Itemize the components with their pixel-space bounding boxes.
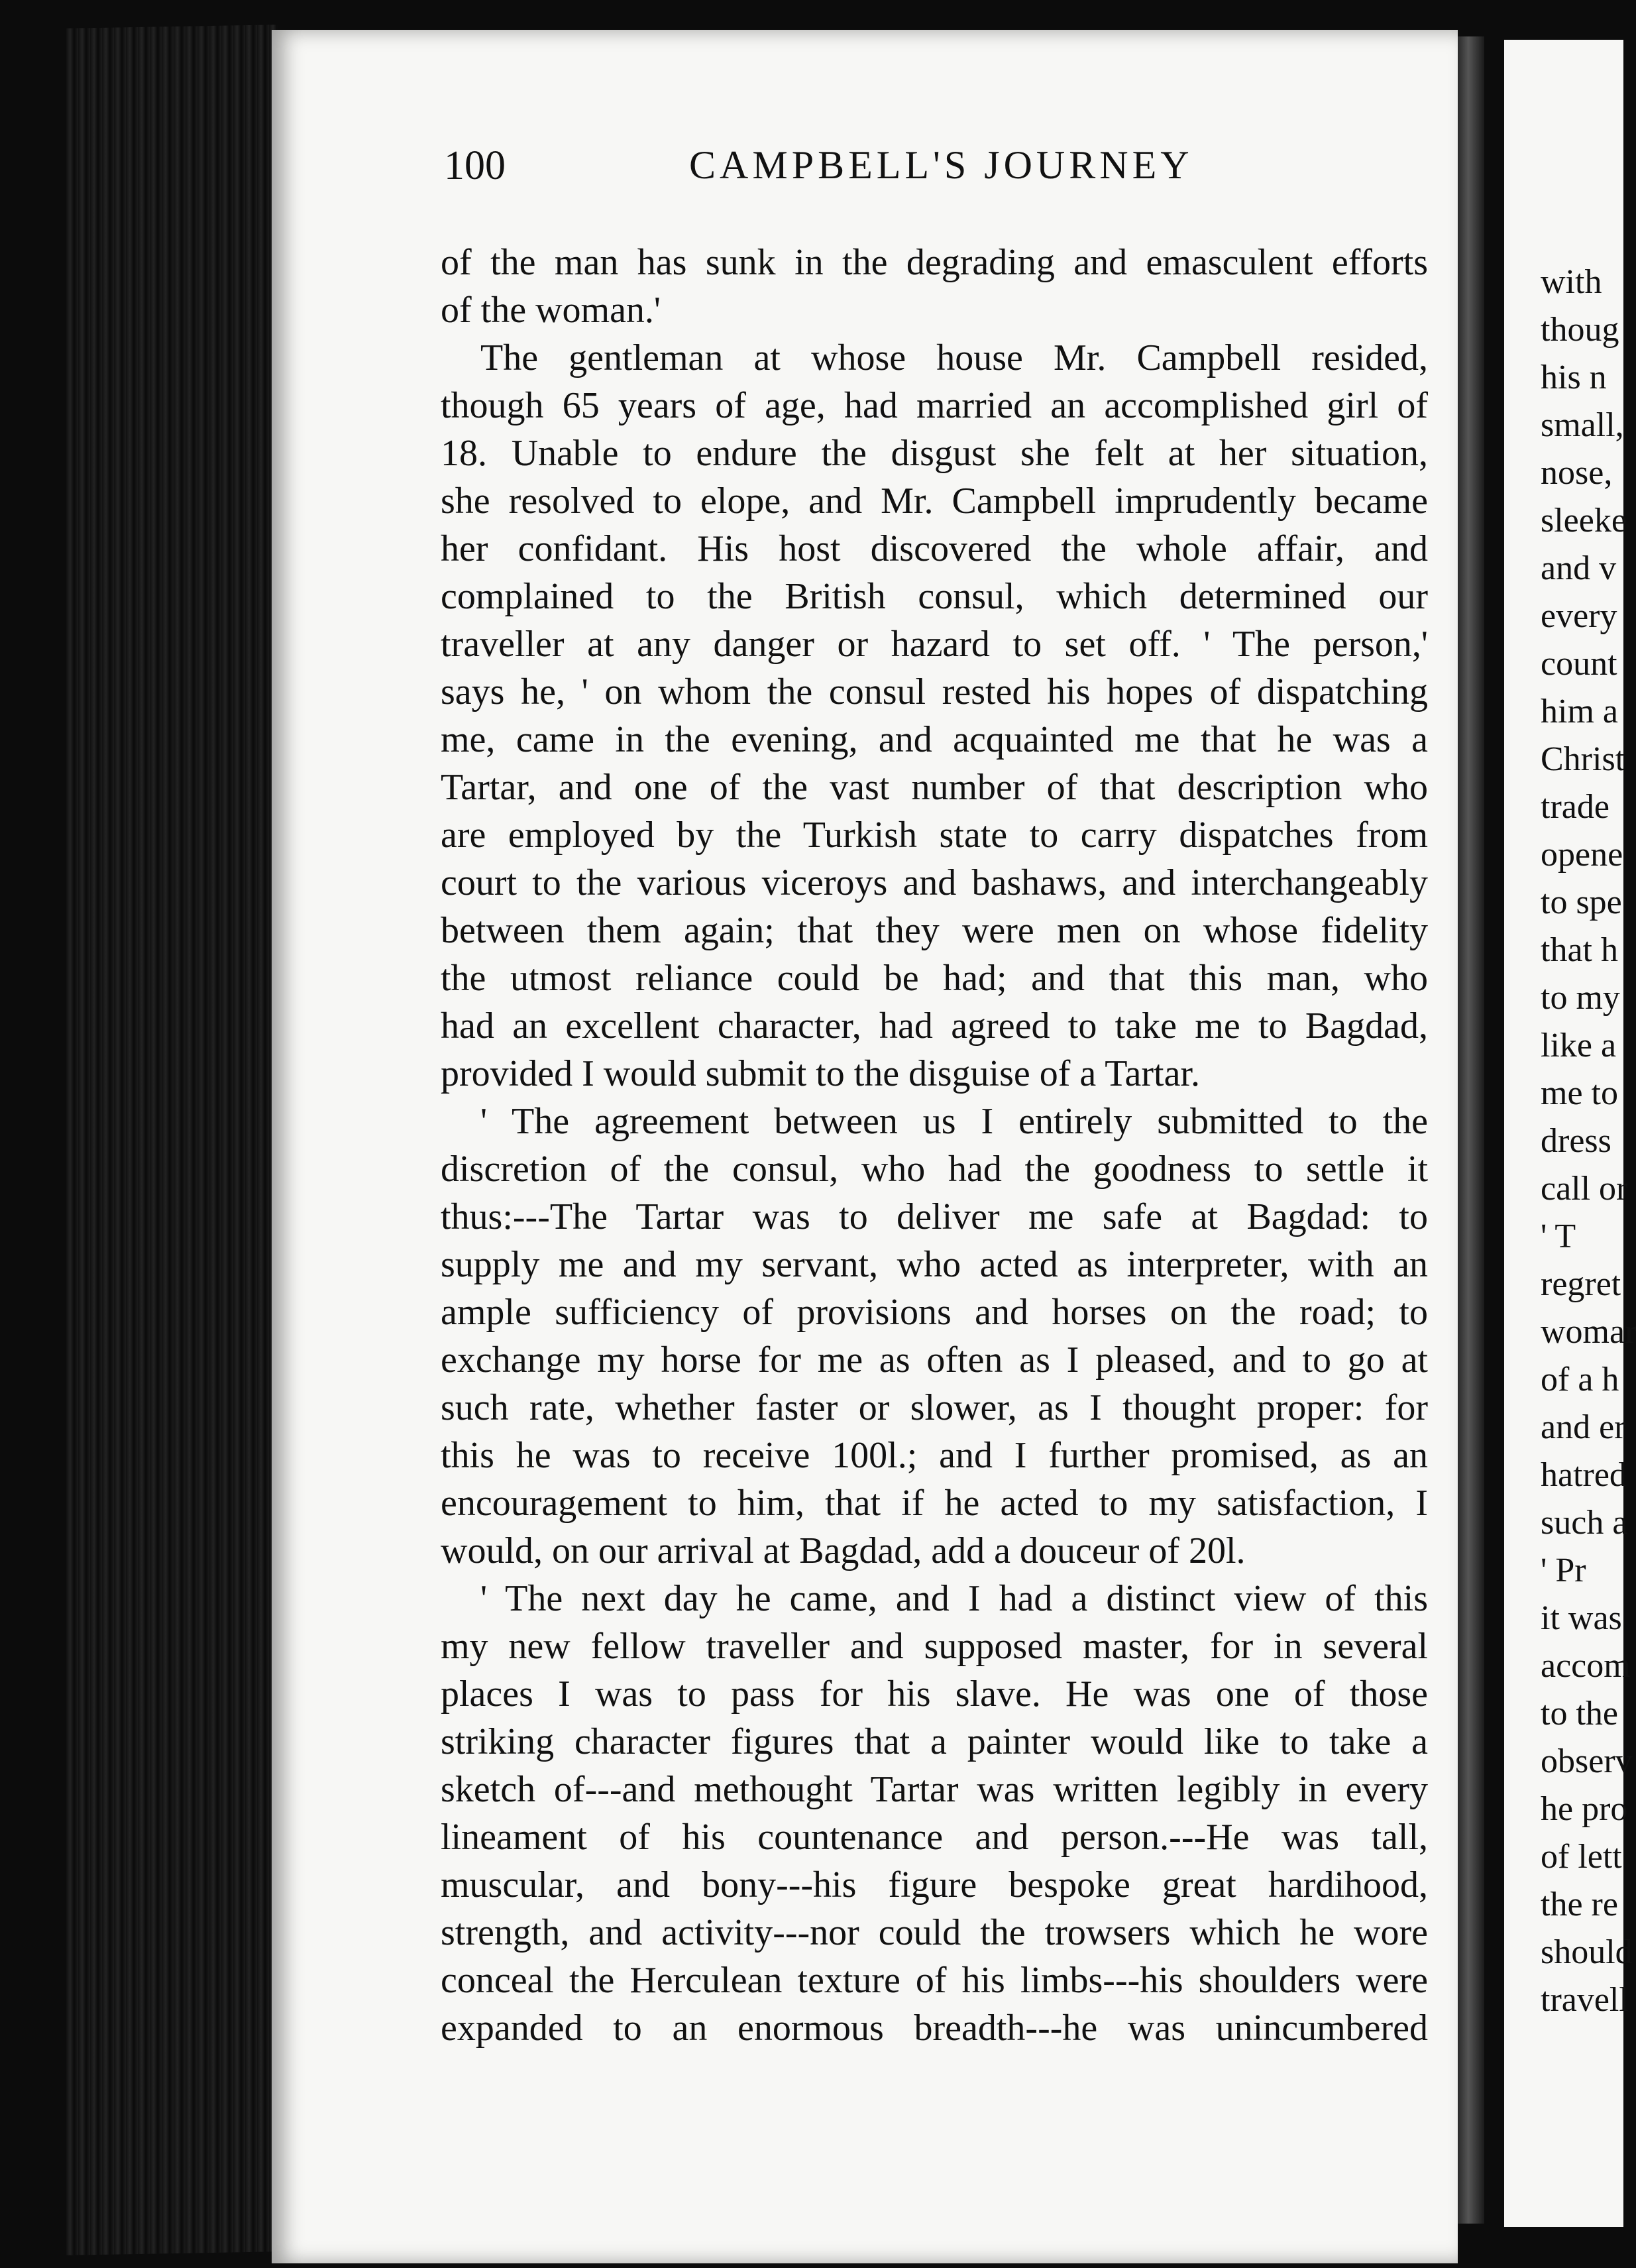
text-line: places I was to pass for his slave. He was one of those [441, 1673, 1428, 1715]
facing-page-line: of a h [1541, 1361, 1619, 1398]
text-line: The gentleman at whose house Mr. Campbell resided, [480, 337, 1428, 378]
facing-page-line: him a [1541, 693, 1618, 730]
text-line: says he, ' on whom the consul rested his hopes of dispatching [441, 671, 1428, 712]
facing-page-line: and v [1541, 549, 1617, 587]
text-line: exchange my horse for me as often as I pleased, and to go at [441, 1339, 1428, 1381]
text-line: expanded to an enormous breadth---he was unincumbered [441, 2008, 1428, 2049]
facing-page-line: call or [1541, 1170, 1628, 1208]
text-line: me, came in the evening, and acquainted me that he was a [441, 719, 1428, 760]
facing-page-line: dress [1541, 1122, 1611, 1160]
text-line: of the woman.' [441, 290, 661, 331]
facing-page-line: with [1541, 263, 1602, 301]
facing-page-line: he pro [1541, 1790, 1628, 1828]
facing-page-line: ' Pr [1541, 1552, 1586, 1589]
facing-page-line: his n [1541, 359, 1607, 396]
facing-page-line: observ [1541, 1742, 1633, 1780]
facing-page-line: travell [1541, 1981, 1629, 2019]
facing-page-line: trade [1541, 788, 1609, 826]
text-line: her confidant. His host discovered the whole affair, and [441, 528, 1428, 569]
facing-page-line: count [1541, 645, 1617, 683]
text-line: ' The agreement between us I entirely submitted to the [480, 1101, 1428, 1142]
text-line: supply me and my servant, who acted as interpreter, with an [441, 1244, 1428, 1285]
text-line: traveller at any danger or hazard to set off. ' The person,' [441, 624, 1428, 665]
text-line: conceal the Herculean texture of his limbs---his shoulders were [441, 1960, 1428, 2001]
text-line: such rate, whether faster or slower, as I thought proper: for [441, 1387, 1428, 1428]
text-line: my new fellow traveller and supposed master, for in several [441, 1626, 1428, 1667]
facing-page-line: every [1541, 597, 1617, 635]
text-line: strength, and activity---nor could the trowsers which he wore [441, 1912, 1428, 1953]
facing-page-line: small, [1541, 406, 1624, 444]
facing-page-line: should [1541, 1933, 1633, 1971]
facing-page-line: ' T [1541, 1218, 1576, 1255]
facing-page-text [1504, 258, 1636, 2024]
facing-page-line: like a [1541, 1027, 1617, 1064]
facing-page-line: to spe [1541, 883, 1622, 921]
facing-page-line: accom [1541, 1647, 1631, 1685]
facing-page-line: such a [1541, 1504, 1628, 1542]
text-line: discretion of the consul, who had the goodness to settle it [441, 1149, 1428, 1190]
text-line: striking character figures that a painter would like to take a [441, 1721, 1428, 1762]
facing-page-line: of lett [1541, 1838, 1622, 1876]
text-line: encouragement to him, that if he acted to my satisfaction, I [441, 1483, 1428, 1524]
text-line: muscular, and bony---his figure bespoke great hardihood, [441, 1864, 1428, 1905]
facing-page [1504, 40, 1636, 2227]
page-edge-shadow [1458, 36, 1484, 2224]
facing-page-line: womar [1541, 1313, 1636, 1351]
text-line: ' The next day he came, and I had a distinct view of this [480, 1578, 1428, 1619]
text-line: thus:---The Tartar was to deliver me safe at Bagdad: to [441, 1196, 1428, 1237]
text-line: court to the various viceroys and bashaws, and interchangeably [441, 862, 1428, 903]
facing-page-line: that h [1541, 931, 1618, 969]
text-line: the utmost reliance could be had; and that this man, who [441, 958, 1428, 999]
text-line: complained to the British consul, which determined our [441, 576, 1428, 617]
text-line: of the man has sunk in the degrading and emasculent efforts [441, 242, 1428, 283]
text-line: would, on our arrival at Bagdad, add a douceur of 20l. [441, 1530, 1246, 1571]
page-number: 100 [444, 143, 506, 188]
facing-page-line: me to [1541, 1074, 1618, 1112]
text-line: this he was to receive 100l.; and I further promised, as an [441, 1435, 1428, 1476]
facing-page-line: thoug [1541, 311, 1619, 349]
facing-page-line: it was [1541, 1599, 1622, 1637]
text-line: Tartar, and one of the vast number of that description who [441, 767, 1428, 808]
text-line: she resolved to elope, and Mr. Campbell imprudently became [441, 481, 1428, 522]
facing-page-line: nose, [1541, 454, 1613, 492]
text-line: ample sufficiency of provisions and horses on the road; to [441, 1292, 1428, 1333]
text-line: provided I would submit to the disguise of a Tartar. [441, 1053, 1200, 1094]
text-line: though 65 years of age, had married an accomplished girl of [441, 385, 1428, 426]
text-line: lineament of his countenance and person.---He was tall, [441, 1817, 1428, 1858]
text-line: between them again; that they were men on whose fidelity [441, 910, 1428, 951]
facing-page-line: hatred [1541, 1456, 1627, 1494]
running-title: CAMPBELL'S JOURNEY [689, 143, 1193, 187]
text-line: 18. Unable to endure the disgust she felt at her situation, [441, 433, 1428, 474]
facing-page-line: to my [1541, 979, 1620, 1017]
facing-page-line: opene [1541, 836, 1623, 874]
facing-page-line: the re [1541, 1886, 1618, 1923]
book-binding [66, 25, 278, 2255]
text-line: had an excellent character, had agreed to take me to Bagdad, [441, 1005, 1428, 1047]
facing-page-line: and er [1541, 1408, 1626, 1446]
page-header [444, 142, 1431, 202]
facing-page-line: to the [1541, 1695, 1618, 1732]
facing-page-line: Christ [1541, 740, 1625, 778]
facing-page-line: regret [1541, 1265, 1621, 1303]
text-line: are employed by the Turkish state to carry dispatches from [441, 815, 1428, 856]
text-line: sketch of---and methought Tartar was written legibly in every [441, 1769, 1428, 1810]
body-text [441, 239, 1428, 2052]
facing-page-line: sleeke [1541, 502, 1627, 539]
